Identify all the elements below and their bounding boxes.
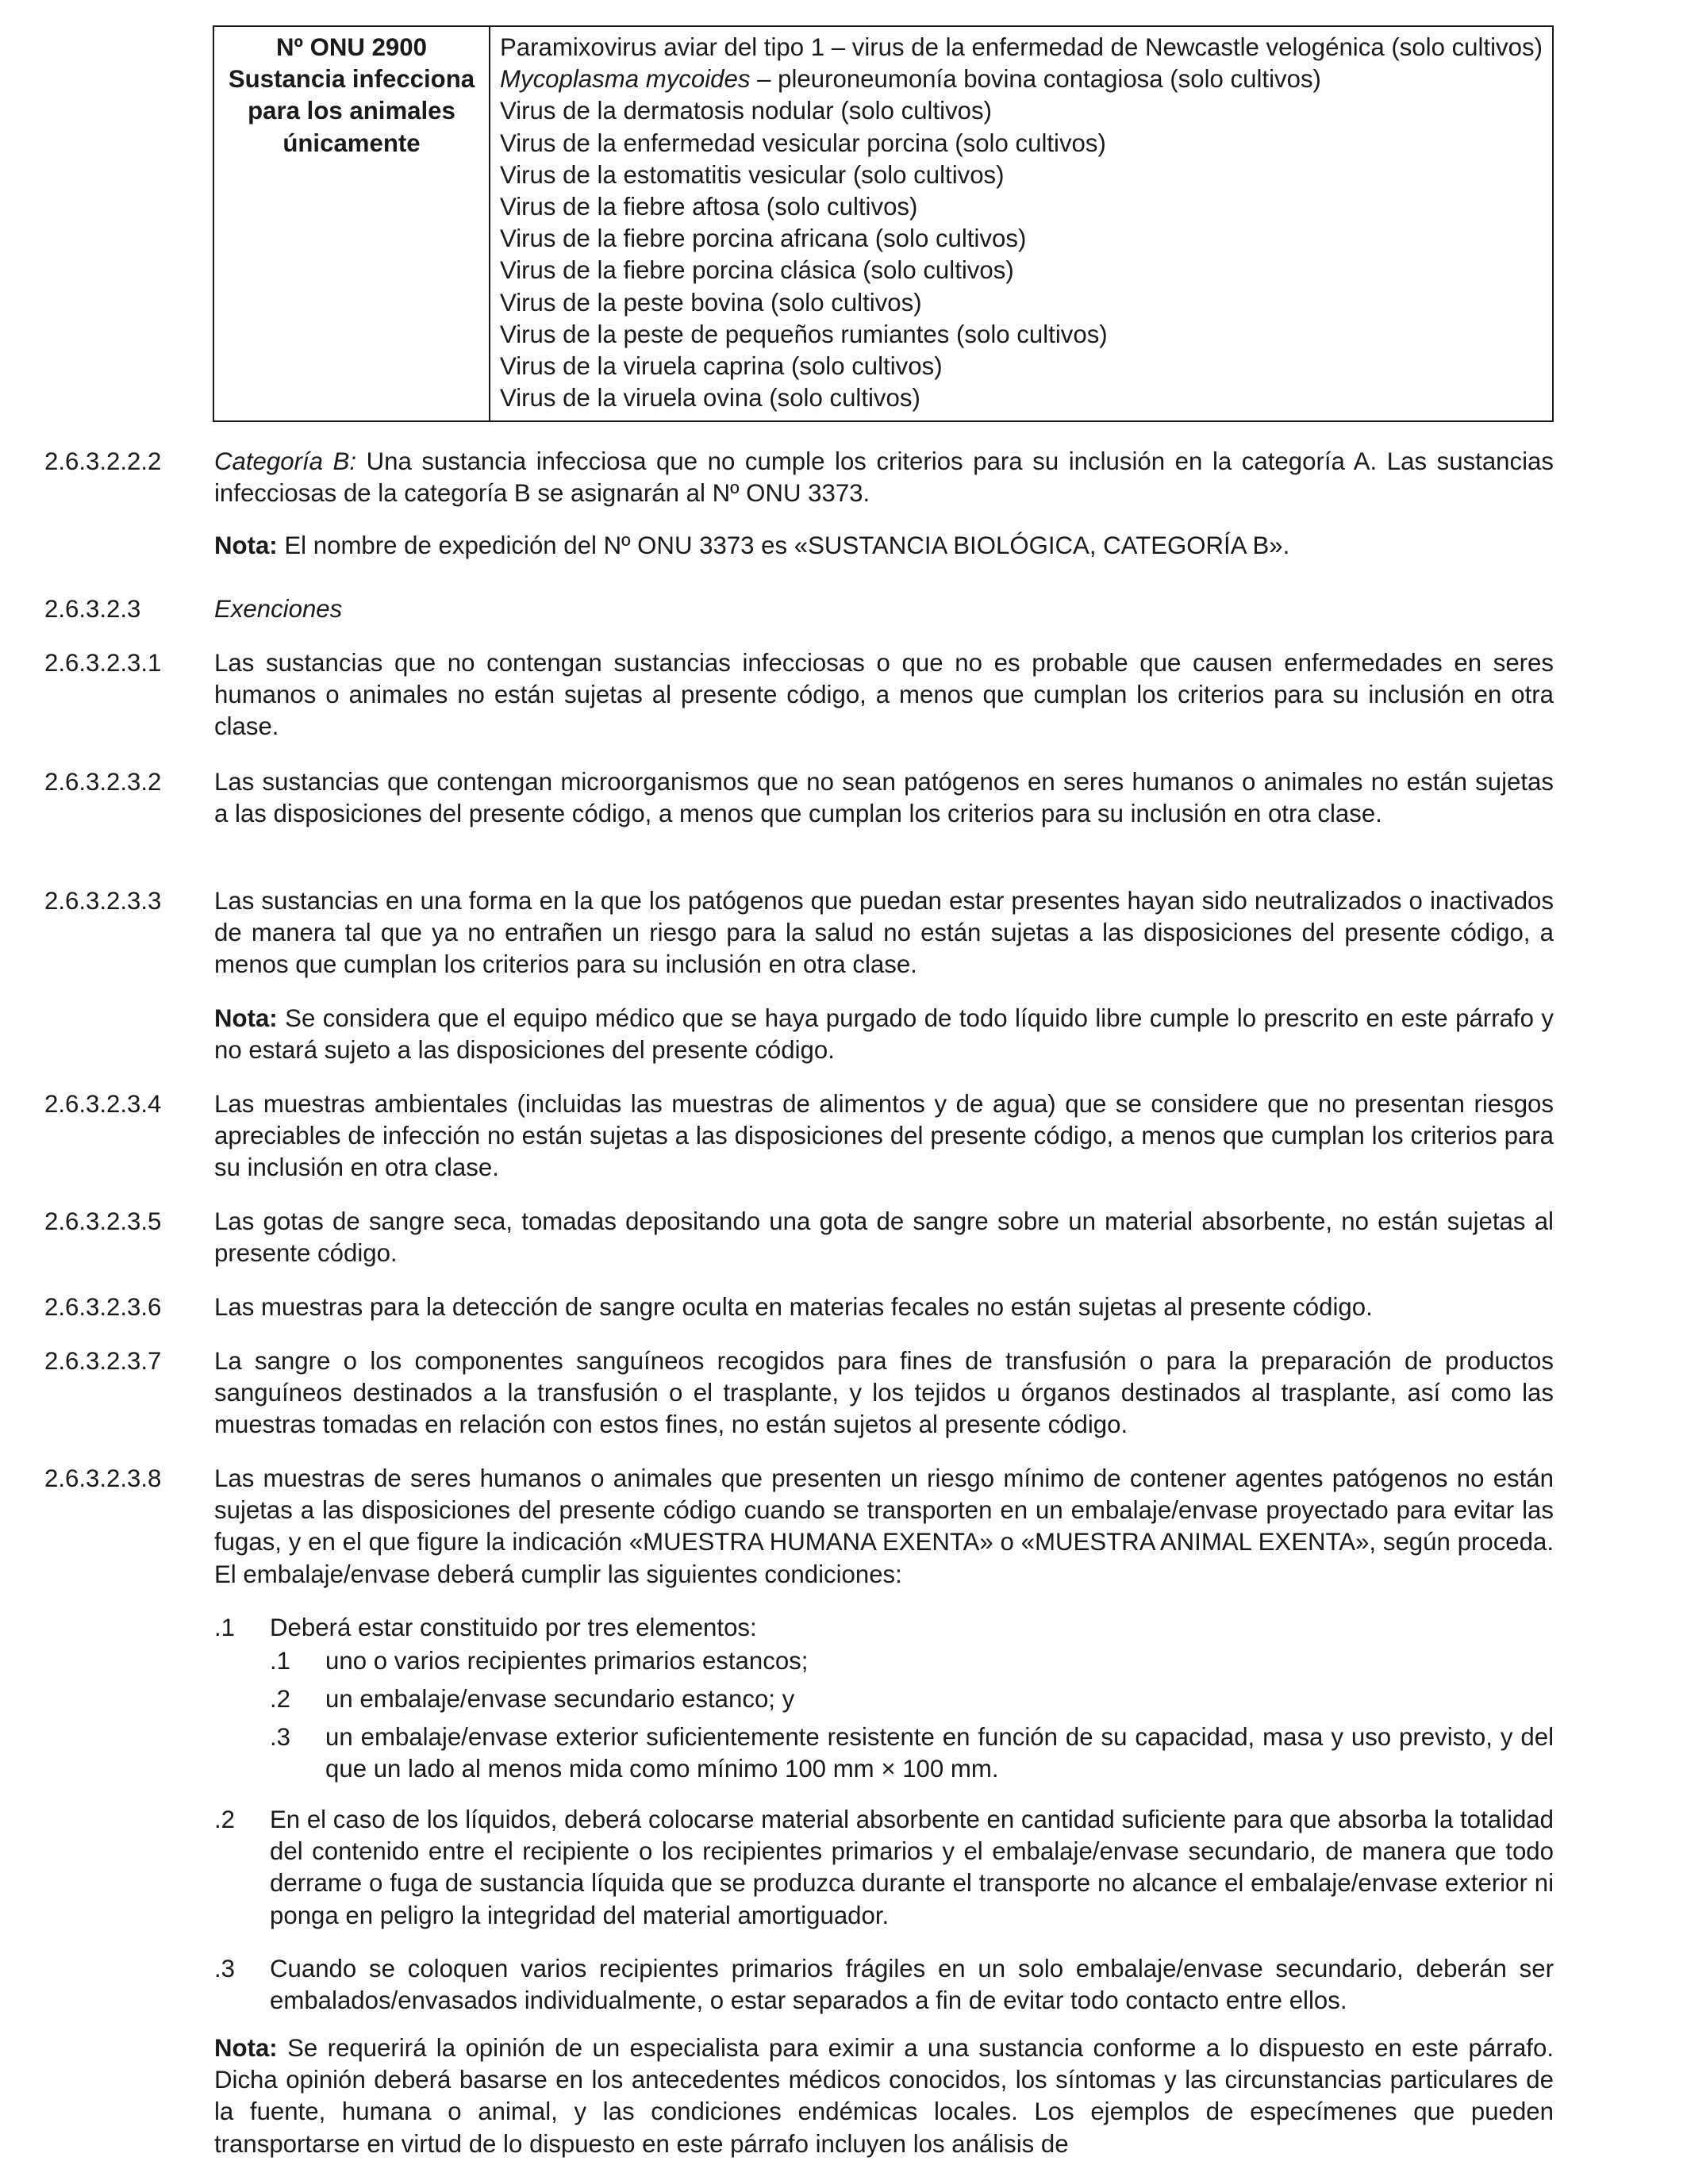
- list-marker: .3: [214, 1955, 236, 1982]
- list-text: Deberá estar constituido por tres elementos:: [270, 1614, 757, 1641]
- head-line: Nº ONU 2900: [276, 33, 427, 61]
- paragraph-number: 2.6.3.2.2.2: [44, 447, 162, 475]
- head-line: Sustancia infecciona: [228, 65, 475, 94]
- condition-1-3: [270, 1721, 1554, 1785]
- paragraph-2-6-3-2-3-2: [44, 766, 1554, 830]
- condition-1-2: [270, 1683, 1554, 1715]
- paragraph-number: 2.6.3.2.3.4: [44, 1090, 162, 1118]
- list-item: Virus de la estomatitis vesicular (solo cultivos): [500, 160, 1005, 189]
- list-item: [500, 63, 1552, 95]
- paragraph-text: Las muestras para la detección de sangre oculta en materias fecales no están sujetas al presente código.: [214, 1293, 1373, 1321]
- note-specialist-opinion: [214, 2032, 1554, 2160]
- paragraph-number: 2.6.3.2.3.2: [44, 768, 162, 796]
- list-item: Virus de la fiebre porcina africana (solo cultivos): [500, 225, 1027, 253]
- condition-1: [214, 1612, 1554, 1644]
- section-number: 2.6.3.2.3: [44, 595, 141, 623]
- list-text: Cuando se coloquen varios recipientes primarios frágiles en un solo embalaje/envase secundario, deberán ser embalados/envasados individualmente, o estar separados a fin de evitar todo contacto entre ellos.: [270, 1955, 1554, 2015]
- paragraph-number: 2.6.3.2.3.3: [44, 887, 162, 915]
- list-item: Virus de la fiebre aftosa (solo cultivos): [500, 193, 918, 221]
- section-2-6-3-2-3: [44, 593, 1554, 625]
- paragraph-2-6-3-2-2-2: [44, 446, 1554, 509]
- paragraph-text: Las muestras de seres humanos o animales que presenten un riesgo mínimo de contener agentes patógenos no están sujetas a las disposiciones del presente código cuando se transporten en un embalaje/envase proyectado para evitar las fugas, y en el que figure la indicación «MUESTRA HUMANA EXENTA» o «MUESTRA ANIMAL EXENTA», según proceda. El embalaje/envase deberá cumplir las siguientes condiciones:: [214, 1464, 1554, 1588]
- note-un-3373: [214, 530, 1554, 562]
- un-2900-table: [213, 25, 1554, 422]
- list-item: Virus de la peste bovina (solo cultivos): [500, 288, 922, 317]
- paragraph-text: La sangre o los componentes sanguíneos recogidos para fines de transfusión o para la preparación de productos sanguíneos destinados a la transfusión o el trasplante, y los tejidos u órganos destinados al trasplante, así como las muestras tomadas en relación con estos fines, no están sujetos al presente código.: [214, 1347, 1554, 1439]
- list-item: Virus de la viruela ovina (solo cultivos): [500, 384, 920, 413]
- list-text: un embalaje/envase exterior suficientemente resistente en función de su capacidad, masa y uso previsto, y del que un lado al menos mida como mínimo 100 mm × 100 mm.: [325, 1723, 1554, 1783]
- note-medical-equipment: [214, 1003, 1554, 1066]
- paragraph-number: 2.6.3.2.3.5: [44, 1207, 162, 1235]
- note-label: Nota:: [214, 1004, 278, 1032]
- note-text: Se requerirá la opinión de un especialista para eximir a una sustancia conforme a lo dispuesto en este párrafo. Dicha opinión deberá basarse en los antecedentes médicos conocidos, los síntomas y las circunstancias particulares de la fuente, humana o animal, y las condiciones endémicas locales. Los ejemplos de especímenes que pueden transportarse en virtud de lo dispuesto en este párrafo incluyen los análisis de: [214, 2034, 1554, 2158]
- condition-1-1: [270, 1645, 1554, 1677]
- condition-2: [214, 1804, 1554, 1932]
- note-label: Nota:: [214, 532, 278, 559]
- paragraph-text: Las muestras ambientales (incluidas las muestras de alimentos y de agua) que se considere que no presentan riesgos apreciables de infección no están sujetas a las disposiciones del presente código, a menos que cumplan los criterios para su inclusión en otra clase.: [214, 1090, 1554, 1182]
- paragraph-2-6-3-2-3-1: [44, 647, 1554, 743]
- condition-3: [214, 1953, 1554, 2017]
- paragraph-2-6-3-2-3-4: [44, 1088, 1554, 1184]
- category-label: Categoría B:: [214, 447, 357, 475]
- note-text: Se considera que el equipo médico que se haya purgado de todo líquido libre cumple lo prescrito en este párrafo y no estará sujeto a las disposiciones del presente código.: [214, 1004, 1554, 1065]
- list-marker: .2: [270, 1685, 291, 1713]
- species-name: Mycoplasma mycoides: [500, 65, 751, 94]
- paragraph-2-6-3-2-3-6: [44, 1292, 1554, 1323]
- list-item: Virus de la peste de pequeños rumiantes (solo cultivos): [500, 320, 1108, 348]
- table-head-cell: [213, 26, 490, 421]
- list-text: un embalaje/envase secundario estanco; y: [325, 1685, 795, 1713]
- list-marker: .3: [270, 1723, 291, 1751]
- list-item: Virus de la enfermedad vesicular porcina (solo cultivos): [500, 129, 1106, 157]
- paragraph-2-6-3-2-3-5: [44, 1206, 1554, 1269]
- list-text: uno o varios recipientes primarios estancos;: [325, 1647, 809, 1675]
- paragraph-text: Las gotas de sangre seca, tomadas depositando una gota de sangre sobre un material absorbente, no están sujetas al presente código.: [214, 1207, 1554, 1268]
- head-line: para los animales: [248, 97, 455, 125]
- paragraph-number: 2.6.3.2.3.7: [44, 1347, 162, 1375]
- note-text: El nombre de expedición del Nº ONU 3373 es «SUSTANCIA BIOLÓGICA, CATEGORÍA B».: [277, 532, 1290, 559]
- list-marker: .2: [214, 1806, 236, 1833]
- list-item: Virus de la dermatosis nodular (solo cultivos): [500, 97, 992, 125]
- paragraph-number: 2.6.3.2.3.6: [44, 1293, 162, 1321]
- paragraph-text: Las sustancias en una forma en la que los patógenos que puedan estar presentes hayan sido neutralizados o inactivados de manera tal que ya no entrañen un riesgo para la salud no están sujetas a las disposiciones del presente código, a menos que cumplan los criterios para su inclusión en otra clase.: [214, 887, 1554, 979]
- table-list-cell: [490, 26, 1553, 421]
- paragraph-2-6-3-2-3-3: [44, 885, 1554, 981]
- section-title: Exenciones: [214, 595, 343, 623]
- list-item: Virus de la viruela caprina (solo cultivos): [500, 352, 943, 381]
- paragraph-2-6-3-2-3-8: [44, 1463, 1554, 1591]
- paragraph-text: [214, 446, 1554, 509]
- list-item: Paramixovirus aviar del tipo 1 – virus de la enfermedad de Newcastle velogénica (solo cultivos): [500, 33, 1543, 61]
- paragraph-text: Las sustancias que no contengan sustancias infecciosas o que no es probable que causen enfermedades en seres humanos o animales no están sujetas al presente código, a menos que cumplan los criterios para su inclusión en otra clase.: [214, 649, 1554, 741]
- list-marker: .1: [270, 1647, 291, 1675]
- list-marker: .1: [214, 1614, 236, 1641]
- paragraph-body: Una sustancia infecciosa que no cumple los criterios para su inclusión en la categoría A. Las sustancias infecciosas de la categoría B se asignarán al Nº ONU 3373.: [214, 447, 1554, 508]
- note-label: Nota:: [214, 2034, 278, 2062]
- table-row: [213, 26, 1553, 421]
- paragraph-number: 2.6.3.2.3.1: [44, 649, 162, 677]
- head-line: únicamente: [282, 129, 421, 157]
- list-item-text: – pleuroneumonía bovina contagiosa (solo cultivos): [750, 65, 1321, 94]
- paragraph-2-6-3-2-3-7: [44, 1345, 1554, 1441]
- list-item: Virus de la fiebre porcina clásica (solo cultivos): [500, 256, 1014, 285]
- paragraph-text: Las sustancias que contengan microorganismos que no sean patógenos en seres humanos o animales no están sujetas a las disposiciones del presente código, a menos que cumplan los criterios para su inclusión en otra clase.: [214, 768, 1554, 828]
- paragraph-number: 2.6.3.2.3.8: [44, 1464, 162, 1492]
- list-text: En el caso de los líquidos, deberá colocarse material absorbente en cantidad suficiente para que absorba la totalidad del contenido entre el recipiente o los recipientes primarios y el embalaje/envase secundario, de manera que todo derrame o fuga de sustancia líquida que se produzca durante el transporte no alcance el embalaje/envase exterior ni ponga en peligro la integridad del material amortiguador.: [270, 1806, 1554, 1929]
